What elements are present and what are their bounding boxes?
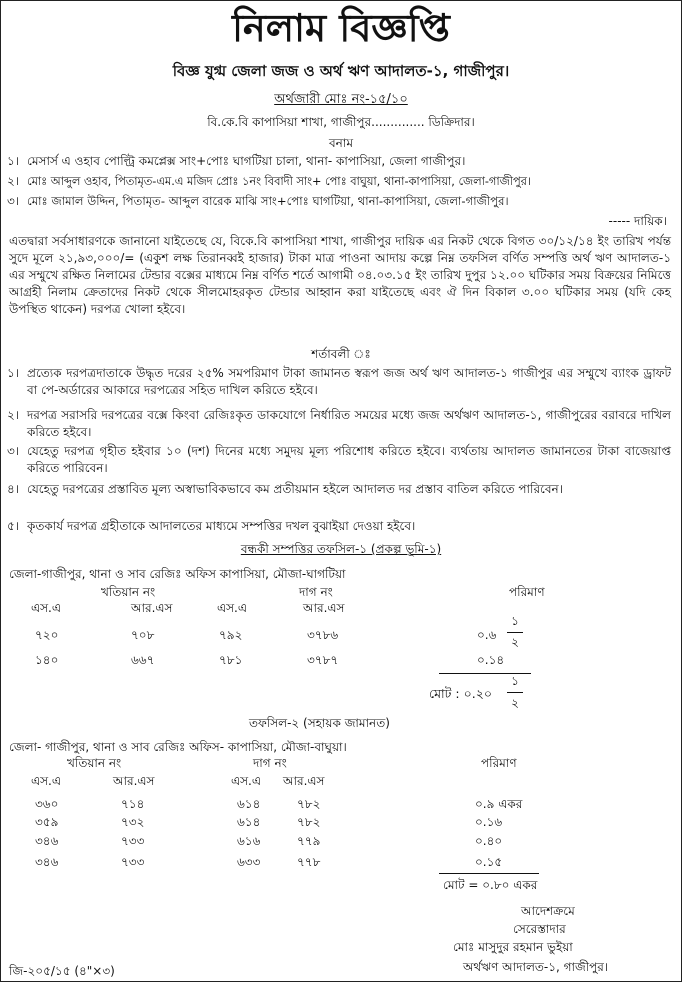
schedule-1-khatian-rs-header: আর.এস	[131, 601, 173, 615]
dag-rs-cell: ৩৭৮৭	[307, 653, 339, 667]
khatian-sa-cell: ৭২০	[35, 628, 59, 642]
total-fraction-numerator: ১	[511, 674, 519, 688]
defendant-1: মেসার্স এ ওহাব পোল্ট্রি কমপ্লেক্স সাং+পোঃ ঘাগটিয়া চালা, থানা- কাপাসিয়া, জেলা গাজীপুর।	[27, 154, 466, 168]
schedule-1-dag-rs-header: আর.এস	[303, 601, 345, 615]
dag-sa-cell: ৭৮১	[219, 653, 243, 667]
schedule-1-heading: বন্ধকী সম্পত্তির তফসিল-১ (প্রকল্প ভূমি-১)	[240, 542, 442, 556]
intro-paragraph: এতদ্বারা সর্বসাধারণকে জানানো যাইতেছে যে, বিকে.বি কাপাসিয়া শাখা, গাজীপুর দায়িক এর নিকট থেকে বিগত ৩০/১২/১৪ ইং তারিখ পর্যন্ত সুদে মূলে ২১,৯৩,০০০/= (একুশ লক্ষ তিরানব্বই হাজার) টাকা মাত্র পাওনা আদায় কল্পে নিম্ন তফসিল বর্ণিত সম্পত্তি অর্থ ঋণ আদালত-১ এর সম্মুখে রক্ষিত নিলামের টেন্ডার বক্সের মাধ্যমে নিম্ন বর্ণিত শর্তে আগামী ০৪.০৩.১৫ ইং তারিখ দুপুর ১২.০০ ঘটিকার সময় বিক্রয়ের নিমিত্তে আগ্রহী নিলাম ক্রেতাদের নিকট থেকে সীলমোহরকৃত টেন্ডার আহ্বান করা যাইতেছে এবং ঐ দিন বিকাল ৩.০০ ঘটিকার সময় (যদি কেহ উপস্থিত থাকেন) দরপত্র খোলা হইবে।	[9, 234, 671, 316]
schedule-2-heading: তফসিল-২ (সহায়ক জামানত)	[249, 716, 390, 730]
defendant-3: মোঃ জামাল উদ্দিন, পিতামৃত- আব্দুল বারেক মাঝি সাং+পোঃ ঘাগটিয়া, থানা-কাপাসিয়া, জেলা-গাজীপুর।	[27, 194, 509, 208]
khatian-rs-cell: ৭৩২	[121, 815, 145, 829]
schedule-2-location: জেলা- গাজীপুর, থানা ও সাব রেজিঃ অফিস- কাপাসিয়া, মৌজা-বাঘুয়া।	[9, 740, 347, 754]
schedule-2-khatian-sa-header: এস.এ	[31, 774, 61, 788]
khatian-sa-cell: ৩৪৬	[35, 855, 59, 869]
versus-label: বনাম	[329, 136, 353, 150]
dag-rs-cell: ৭৭৮	[297, 855, 321, 869]
condition-2: দরপত্র সরাসরি দরপত্রের বক্সে কিংবা রেজিঃকৃত ডাকযোগে নির্ধারিত সময়ের মধ্যে জজ অর্থঋণ আদালত-১, গাজীপুরের বরাবরে দাখিল করিতে হইবে।	[27, 408, 671, 439]
schedule-1-total: মোট : ০.২০	[429, 686, 492, 701]
signature-order-line: আদেশক্রমে	[521, 904, 575, 918]
schedule-2-total-rule	[439, 873, 539, 874]
khatian-rs-cell: ৭৩৩	[121, 834, 145, 848]
condition-4: যেহেতু দরপত্রের প্রস্তাবিত মূল্য অস্বাভাবিকভাবে কম প্রতীয়মান হইলে আদালত দর প্রস্তাব বাতিল করিতে পারিবেন।	[27, 482, 564, 496]
schedule-1-khatian-sa-header: এস.এ	[31, 601, 61, 615]
signature-name: মোঃ মাসুদুর রহমান ভুইয়া	[453, 940, 573, 954]
defendant-1-number: ১।	[7, 154, 20, 168]
schedule-2-dag-rs-header: আর.এস	[283, 774, 325, 788]
signature-designation: সেরেস্তাদার	[513, 922, 566, 936]
khatian-rs-cell: ৭১৪	[121, 797, 145, 811]
amount-cell: ০.৪০	[475, 834, 503, 848]
amount-cell: ০.১৫	[475, 855, 503, 869]
schedule-2-khatian-rs-header: আর.এস	[113, 774, 155, 788]
dag-rs-cell: ৭৭৯	[297, 834, 321, 848]
condition-1: প্রত্যেক দরপত্রদাতাকে উদ্ধৃত দরের ২৫% সমপরিমাণ টাকা জামানত স্বরূপ জজ অর্থ ঋণ আদালত-১ গাজীপুর এর সম্মুখে ব্যাংক ড্রাফট বা পে-অর্ডারের আকারে দরপত্রের সহিত দাখিল করিতে হইবে।	[27, 366, 671, 397]
amount-fraction-numerator: ১	[511, 614, 519, 628]
schedule-2-dag-sa-header: এস.এ	[231, 774, 261, 788]
total-fraction-bar	[507, 692, 523, 693]
signature-office: অর্থঋণ আদালত-১, গাজীপুর।	[463, 960, 609, 974]
dag-sa-cell: ৬৩৩	[237, 855, 261, 869]
khatian-rs-cell: ৭০৮	[131, 628, 155, 642]
schedule-1-khatian-label: খতিয়ান নং	[101, 585, 156, 599]
schedule-2-total: মোট = ০.৮০ একর	[443, 878, 538, 892]
condition-1-number: ১।	[7, 366, 20, 380]
amount-cell: ০.১৬	[475, 815, 503, 829]
condition-3-number: ৩।	[7, 444, 20, 458]
defendant-3-number: ৩।	[7, 194, 20, 208]
schedule-1-amount-label: পরিমাণ	[509, 585, 545, 599]
dag-sa-cell: ৬১৪	[237, 815, 261, 829]
condition-4-number: ৪।	[7, 482, 20, 496]
khatian-sa-cell: ১৪০	[35, 653, 59, 667]
reference-code: জি-২০৫/১৫ (৪"×৩)	[9, 964, 115, 978]
dag-sa-cell: ৬১৪	[237, 797, 261, 811]
amount-cell: ০.৯ একর	[475, 797, 523, 811]
schedule-2-dag-label: দাগ নং	[253, 756, 287, 770]
schedule-2-khatian-label: খতিয়ান নং	[67, 756, 122, 770]
debtor-label: ----- দায়িক।	[608, 214, 667, 228]
dag-sa-cell: ৭৯২	[219, 628, 243, 642]
defendant-2-number: ২।	[7, 174, 20, 188]
khatian-rs-cell: ৬৬৭	[131, 653, 155, 667]
defendant-2: মোঃ আব্দুল ওহাব, পিতামৃত-এম.এ মজিদ প্রোঃ ১নং বিবাদী সাং+ পোঃ বাঘুয়া, থানা-কাপাসিয়া, জেলা-গাজীপুর।	[27, 175, 531, 188]
dag-rs-cell: ৭৮২	[297, 797, 321, 811]
conditions-heading: শর্তাবলী ঃ	[311, 347, 371, 361]
total-fraction-denominator: ২	[511, 696, 519, 710]
dag-rs-cell: ৭৮২	[297, 815, 321, 829]
schedule-1-dag-sa-header: এস.এ	[217, 601, 247, 615]
khatian-sa-cell: ৩৪৬	[35, 834, 59, 848]
case-number: অর্থজারী মোঃ নং-১৫/১০	[274, 92, 408, 107]
notice-title: নিলাম বিজ্ঞপ্তি	[232, 6, 450, 50]
amount-cell: ০.১৪	[477, 653, 505, 667]
dag-rs-cell: ৩৭৮৬	[307, 628, 339, 642]
khatian-rs-cell: ৭৩৩	[121, 855, 145, 869]
court-name: বিজ্ঞ যুগ্ম জেলা জজ ও অর্থ ঋণ আদালত-১, গাজীপুর।	[172, 62, 510, 80]
condition-2-number: ২।	[7, 408, 20, 422]
schedule-1-dag-label: দাগ নং	[299, 585, 333, 599]
amount-cell: ০.৬	[477, 628, 497, 642]
decree-holder: বি.কে.বি কাপাসিয়া শাখা, গাজীপুর.............. ডিক্রিদার।	[207, 115, 475, 129]
khatian-sa-cell: ৩৬০	[35, 797, 59, 811]
condition-5: কৃতকার্য দরপত্র গ্রহীতাকে আদালতের মাধ্যমে সম্পত্তির দখল বুঝাইয়া দেওয়া হইবে।	[27, 519, 416, 533]
khatian-sa-cell: ৩৫৯	[35, 815, 59, 829]
schedule-2-amount-label: পরিমাণ	[481, 756, 517, 770]
condition-3: যেহেতু দরপত্র গৃহীত হইবার ১০ (দশ) দিনের মধ্যে সমুদয় মূল্য পরিশোধ করিতে হইবে। ব্যর্থতায় আদালত জামানতের টাকা বাজেয়াপ্ত করিতে পারিবেন।	[27, 444, 671, 475]
fraction-bar	[507, 632, 523, 633]
amount-fraction-denominator: ২	[511, 635, 519, 649]
dag-sa-cell: ৬১৬	[237, 834, 261, 848]
condition-5-number: ৫।	[7, 519, 20, 533]
schedule-1-location: জেলা-গাজীপুর, থানা ও সাব রেজিঃ অফিস কাপাসিয়া, মৌজা-ঘাগটিয়া	[9, 567, 346, 581]
